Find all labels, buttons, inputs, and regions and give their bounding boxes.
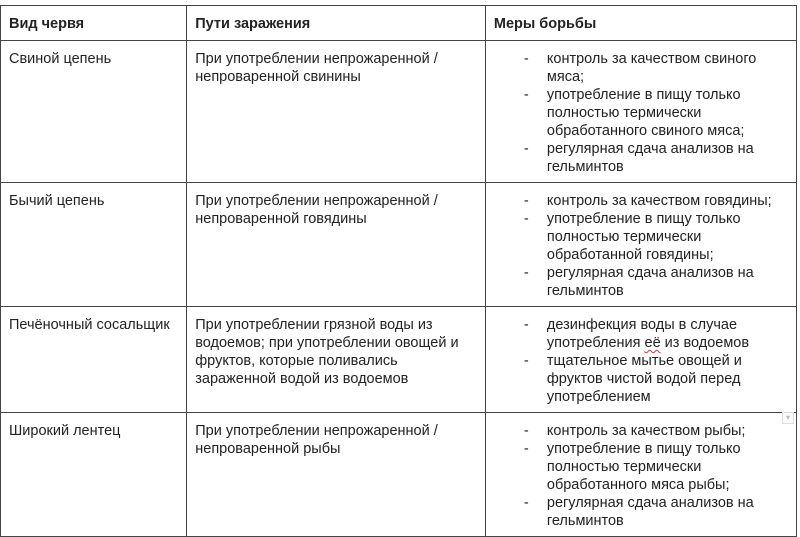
table-row: [1, 183, 797, 307]
header-row: [1, 6, 797, 41]
measures-list: [494, 422, 788, 530]
measures-cell: [485, 41, 796, 183]
routes-cell: При употреблении непрожаренной / непроваренной свинины: [187, 41, 486, 183]
worm-cell: Бычий цепень: [1, 183, 187, 307]
measures-list: [494, 316, 788, 406]
dropdown-arrow-icon[interactable]: ▾: [782, 412, 794, 424]
measure-item: - употребление в пищу только полностью термически обработанного свиного мяса;: [494, 86, 788, 140]
measure-item: - контроль за качеством рыбы;: [494, 422, 788, 440]
routes-cell: При употреблении непрожаренной / непроваренной рыбы: [187, 413, 486, 537]
routes-cell: При употреблении грязной воды из водоемов; при употреблении овощей и фруктов, которые поливались зараженной водой из водоемов: [187, 307, 486, 413]
table-row: [1, 41, 797, 183]
table-row: [1, 413, 797, 537]
header-measures: Меры борьбы: [485, 6, 796, 41]
routes-cell: При употреблении непрожаренной / непроваренной говядины: [187, 183, 486, 307]
table-row: [1, 307, 797, 413]
measure-item: - контроль за качеством свиного мяса;: [494, 50, 788, 86]
measure-item: - регулярная сдача анализов на гельминтов: [494, 140, 788, 176]
worms-table: [0, 5, 797, 537]
measures-cell: [485, 183, 796, 307]
measures-cell: [485, 307, 796, 413]
worm-cell: Печёночный сосальщик: [1, 307, 187, 413]
header-routes: Пути заражения: [187, 6, 486, 41]
worm-cell: Широкий лентец: [1, 413, 187, 537]
measure-item: - контроль за качеством говядины;: [494, 192, 788, 210]
spellcheck-word: её: [644, 335, 661, 351]
measures-list: [494, 50, 788, 176]
header-worm: Вид червя: [1, 6, 187, 41]
measures-list: [494, 192, 788, 300]
measure-item: - дезинфекция воды в случае употребления её из водоемов: [494, 316, 788, 352]
measure-item: - употребление в пищу только полностью термически обработанной говядины;: [494, 210, 788, 264]
worm-cell: Свиной цепень: [1, 41, 187, 183]
measure-item: - регулярная сдача анализов на гельминтов: [494, 494, 788, 530]
measure-item: - употребление в пищу только полностью термически обработанного мяса рыбы;: [494, 440, 788, 494]
measure-item: - тщательное мытье овощей и фруктов чистой водой перед употреблением: [494, 352, 788, 406]
measures-cell: [485, 413, 796, 537]
measure-item: - регулярная сдача анализов на гельминтов: [494, 264, 788, 300]
